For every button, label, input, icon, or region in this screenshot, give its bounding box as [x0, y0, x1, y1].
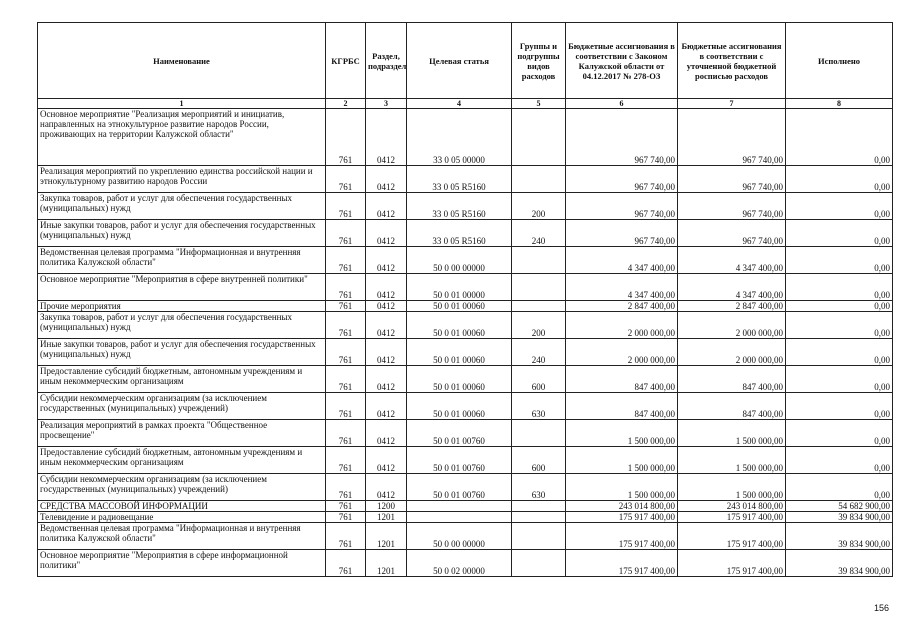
table-cell-section: 0412	[366, 274, 407, 301]
table-row	[38, 512, 893, 523]
column-number: 2	[326, 99, 366, 109]
budget-table	[37, 22, 893, 577]
table-cell-budget-law: 4 347 400,00	[566, 247, 678, 274]
table-cell-executed: 0,00	[786, 366, 893, 393]
table-cell-executed: 0,00	[786, 474, 893, 501]
table-row	[38, 301, 893, 312]
table-row	[38, 109, 893, 166]
table-row	[38, 447, 893, 474]
table-cell-group: 600	[512, 447, 566, 474]
table-cell-section: 0412	[366, 301, 407, 312]
table-row	[38, 550, 893, 577]
table-cell-budget-refined: 967 740,00	[678, 109, 786, 166]
table-cell-kgrbs: 761	[326, 193, 366, 220]
table-cell-budget-refined: 175 917 400,00	[678, 550, 786, 577]
header-section: Раздел, подраздел	[366, 23, 407, 99]
table-cell-group: 200	[512, 193, 566, 220]
table-cell-section: 1200	[366, 501, 407, 512]
table-cell-target: 33 0 05 R5160	[407, 220, 512, 247]
table-cell-target: 50 0 01 00060	[407, 301, 512, 312]
table-cell-name: Телевидение и радиовещание	[38, 512, 326, 523]
table-cell-executed: 0,00	[786, 109, 893, 166]
table-row	[38, 166, 893, 193]
table-cell-budget-law: 175 917 400,00	[566, 512, 678, 523]
table-cell-budget-law: 4 347 400,00	[566, 274, 678, 301]
table-cell-executed: 0,00	[786, 274, 893, 301]
table-row	[38, 393, 893, 420]
table-cell-budget-law: 1 500 000,00	[566, 474, 678, 501]
column-number: 5	[512, 99, 566, 109]
table-cell-name: Ведомственная целевая программа "Информационная и внутренняя политика Калужской области"	[38, 247, 326, 274]
table-cell-target: 50 0 01 00760	[407, 420, 512, 447]
table-cell-budget-refined: 2 847 400,00	[678, 301, 786, 312]
table-cell-kgrbs: 761	[326, 474, 366, 501]
table-cell-name: Субсидии некоммерческим организациям (за исключением государственных (муниципальных) учреждений)	[38, 474, 326, 501]
table-cell-budget-law: 847 400,00	[566, 393, 678, 420]
table-cell-kgrbs: 761	[326, 420, 366, 447]
table-cell-group: 630	[512, 474, 566, 501]
table-cell-executed: 0,00	[786, 339, 893, 366]
table-cell-target: 50 0 01 00060	[407, 339, 512, 366]
header-groups: Группы и подгруппы видов расходов	[512, 23, 566, 99]
table-cell-kgrbs: 761	[326, 247, 366, 274]
column-number: 1	[38, 99, 326, 109]
table-cell-target: 50 0 01 00060	[407, 312, 512, 339]
table-cell-kgrbs: 761	[326, 512, 366, 523]
table-cell-group	[512, 550, 566, 577]
table-cell-target: 50 0 02 00000	[407, 550, 512, 577]
table-cell-group	[512, 420, 566, 447]
table-cell-kgrbs: 761	[326, 550, 366, 577]
table-cell-budget-law: 967 740,00	[566, 166, 678, 193]
table-cell-section: 0412	[366, 474, 407, 501]
table-cell-executed: 39 834 900,00	[786, 550, 893, 577]
table-row	[38, 193, 893, 220]
table-cell-budget-refined: 243 014 800,00	[678, 501, 786, 512]
table-cell-kgrbs: 761	[326, 301, 366, 312]
table-cell-group	[512, 247, 566, 274]
table-cell-kgrbs: 761	[326, 109, 366, 166]
table-cell-name: Закупка товаров, работ и услуг для обеспечения государственных (муниципальных) нужд	[38, 312, 326, 339]
table-cell-section: 0412	[366, 366, 407, 393]
table-cell-section: 0412	[366, 420, 407, 447]
table-cell-budget-law: 967 740,00	[566, 109, 678, 166]
table-cell-target	[407, 501, 512, 512]
table-cell-budget-law: 967 740,00	[566, 193, 678, 220]
table-cell-target: 50 0 01 00060	[407, 393, 512, 420]
table-cell-executed: 0,00	[786, 247, 893, 274]
header-budget-law: Бюджетные ассигнования в соответствии с Законом Калужской области от 04.12.2017 № 278-ОЗ	[566, 23, 678, 99]
table-cell-budget-law: 2 847 400,00	[566, 301, 678, 312]
table-row	[38, 247, 893, 274]
table-cell-name: Предоставление субсидий бюджетным, автономным учреждениям и иным некоммерческим организациям	[38, 447, 326, 474]
table-cell-target: 50 0 00 00000	[407, 247, 512, 274]
table-body	[38, 109, 893, 577]
table-cell-executed: 0,00	[786, 447, 893, 474]
table-cell-budget-law: 967 740,00	[566, 220, 678, 247]
header-executed: Исполнено	[786, 23, 893, 99]
column-number: 6	[566, 99, 678, 109]
table-row	[38, 366, 893, 393]
table-cell-kgrbs: 761	[326, 447, 366, 474]
column-number: 8	[786, 99, 893, 109]
table-cell-budget-law: 175 917 400,00	[566, 523, 678, 550]
table-row	[38, 420, 893, 447]
table-cell-budget-law: 1 500 000,00	[566, 420, 678, 447]
table-cell-budget-law: 1 500 000,00	[566, 447, 678, 474]
table-row	[38, 501, 893, 512]
table-cell-group	[512, 166, 566, 193]
table-row	[38, 474, 893, 501]
table-row	[38, 274, 893, 301]
table-cell-kgrbs: 761	[326, 220, 366, 247]
table-cell-kgrbs: 761	[326, 166, 366, 193]
table-cell-group: 600	[512, 366, 566, 393]
table-cell-name: Основное мероприятие "Мероприятия в сфере внутренней политики"	[38, 274, 326, 301]
table-cell-kgrbs: 761	[326, 501, 366, 512]
table-cell-budget-refined: 175 917 400,00	[678, 523, 786, 550]
table-cell-kgrbs: 761	[326, 366, 366, 393]
table-cell-executed: 0,00	[786, 193, 893, 220]
table-cell-executed: 54 682 900,00	[786, 501, 893, 512]
table-cell-section: 0412	[366, 393, 407, 420]
table-cell-section: 0412	[366, 312, 407, 339]
table-cell-section: 0412	[366, 447, 407, 474]
table-cell-target	[407, 512, 512, 523]
table-cell-kgrbs: 761	[326, 274, 366, 301]
table-cell-budget-refined: 967 740,00	[678, 166, 786, 193]
page-number: 156	[873, 603, 889, 613]
table-cell-executed: 0,00	[786, 393, 893, 420]
column-number: 4	[407, 99, 512, 109]
table-cell-budget-law: 175 917 400,00	[566, 550, 678, 577]
table-cell-budget-refined: 1 500 000,00	[678, 474, 786, 501]
table-cell-budget-law: 2 000 000,00	[566, 312, 678, 339]
table-cell-name: Реализация мероприятий в рамках проекта "Общественное просвещение"	[38, 420, 326, 447]
table-cell-group: 630	[512, 393, 566, 420]
table-cell-section: 0412	[366, 109, 407, 166]
table-cell-name: Иные закупки товаров, работ и услуг для обеспечения государственных (муниципальных) нужд	[38, 339, 326, 366]
table-row	[38, 312, 893, 339]
table-cell-executed: 0,00	[786, 301, 893, 312]
table-cell-kgrbs: 761	[326, 339, 366, 366]
table-cell-executed: 39 834 900,00	[786, 512, 893, 523]
table-cell-group	[512, 501, 566, 512]
table-cell-section: 0412	[366, 193, 407, 220]
table-cell-group: 240	[512, 220, 566, 247]
table-cell-budget-refined: 4 347 400,00	[678, 247, 786, 274]
table-cell-section: 0412	[366, 247, 407, 274]
table-cell-group: 200	[512, 312, 566, 339]
table-cell-group	[512, 274, 566, 301]
column-number: 7	[678, 99, 786, 109]
header-budget-refined: Бюджетные ассигнования в соответствии с уточненной бюджетной росписью расходов	[678, 23, 786, 99]
table-cell-group	[512, 523, 566, 550]
table-cell-section: 1201	[366, 550, 407, 577]
table-cell-name: Иные закупки товаров, работ и услуг для обеспечения государственных (муниципальных) нужд	[38, 220, 326, 247]
table-row	[38, 339, 893, 366]
table-cell-budget-refined: 2 000 000,00	[678, 339, 786, 366]
table-cell-section: 1201	[366, 512, 407, 523]
header-name: Наименование	[38, 23, 326, 99]
table-cell-name: Предоставление субсидий бюджетным, автономным учреждениям и иным некоммерческим организациям	[38, 366, 326, 393]
table-cell-name: Основное мероприятие "Реализация мероприятий и инициатив, направленных на этнокультурное развитие народов России, проживающих на территории Калужской области"	[38, 109, 326, 166]
table-cell-budget-law: 847 400,00	[566, 366, 678, 393]
table-cell-budget-law: 243 014 800,00	[566, 501, 678, 512]
table-cell-kgrbs: 761	[326, 312, 366, 339]
table-cell-section: 0412	[366, 339, 407, 366]
table-cell-target: 33 0 05 R5160	[407, 166, 512, 193]
table-cell-budget-refined: 967 740,00	[678, 193, 786, 220]
table-cell-budget-refined: 2 000 000,00	[678, 312, 786, 339]
table-cell-budget-law: 2 000 000,00	[566, 339, 678, 366]
table-cell-group: 240	[512, 339, 566, 366]
budget-table-sheet	[37, 22, 892, 577]
table-cell-name: Ведомственная целевая программа "Информационная и внутренняя политика Калужской области"	[38, 523, 326, 550]
table-cell-name: Закупка товаров, работ и услуг для обеспечения государственных (муниципальных) нужд	[38, 193, 326, 220]
table-cell-name: Основное мероприятие "Мероприятия в сфере информационной политики"	[38, 550, 326, 577]
table-cell-executed: 0,00	[786, 312, 893, 339]
table-cell-section: 0412	[366, 166, 407, 193]
table-cell-executed: 39 834 900,00	[786, 523, 893, 550]
header-kgrbs: КГРБС	[326, 23, 366, 99]
column-number: 3	[366, 99, 407, 109]
header-target: Целевая статья	[407, 23, 512, 99]
table-cell-group	[512, 512, 566, 523]
table-cell-group	[512, 301, 566, 312]
table-cell-name: Прочие мероприятия	[38, 301, 326, 312]
table-cell-budget-refined: 4 347 400,00	[678, 274, 786, 301]
table-cell-budget-refined: 175 917 400,00	[678, 512, 786, 523]
table-cell-target: 50 0 01 00000	[407, 274, 512, 301]
table-cell-target: 50 0 01 00760	[407, 474, 512, 501]
table-cell-executed: 0,00	[786, 166, 893, 193]
table-cell-name: СРЕДСТВА МАССОВОЙ ИНФОРМАЦИИ	[38, 501, 326, 512]
table-cell-kgrbs: 761	[326, 523, 366, 550]
table-cell-target: 33 0 05 00000	[407, 109, 512, 166]
table-cell-section: 1201	[366, 523, 407, 550]
table-cell-target: 50 0 01 00060	[407, 366, 512, 393]
table-cell-name: Реализация мероприятий по укреплению единства российской нации и этнокультурному развитию народов России	[38, 166, 326, 193]
table-cell-target: 33 0 05 R5160	[407, 193, 512, 220]
header-row	[38, 23, 893, 99]
table-cell-target: 50 0 01 00760	[407, 447, 512, 474]
table-row	[38, 220, 893, 247]
table-cell-executed: 0,00	[786, 220, 893, 247]
table-cell-budget-refined: 847 400,00	[678, 393, 786, 420]
table-cell-name: Субсидии некоммерческим организациям (за исключением государственных (муниципальных) учреждений)	[38, 393, 326, 420]
table-cell-group	[512, 109, 566, 166]
table-cell-executed: 0,00	[786, 420, 893, 447]
table-cell-kgrbs: 761	[326, 393, 366, 420]
table-cell-budget-refined: 967 740,00	[678, 220, 786, 247]
table-cell-target: 50 0 00 00000	[407, 523, 512, 550]
table-row	[38, 523, 893, 550]
table-cell-section: 0412	[366, 220, 407, 247]
table-cell-budget-refined: 1 500 000,00	[678, 420, 786, 447]
table-cell-budget-refined: 1 500 000,00	[678, 447, 786, 474]
table-cell-budget-refined: 847 400,00	[678, 366, 786, 393]
column-number-row	[38, 99, 893, 109]
